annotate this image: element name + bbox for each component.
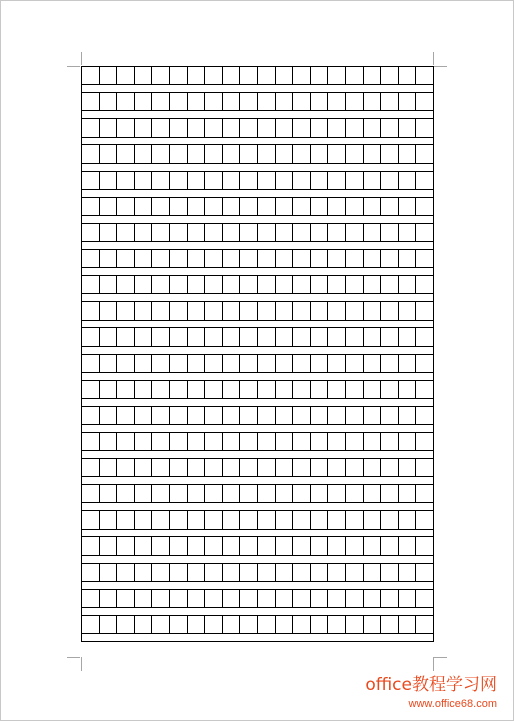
- watermark-title: office教程学习网: [365, 675, 497, 695]
- watermark: [337, 674, 497, 711]
- watermark-url: www.office68.com: [408, 698, 497, 710]
- manuscript-grid: [1, 1, 513, 720]
